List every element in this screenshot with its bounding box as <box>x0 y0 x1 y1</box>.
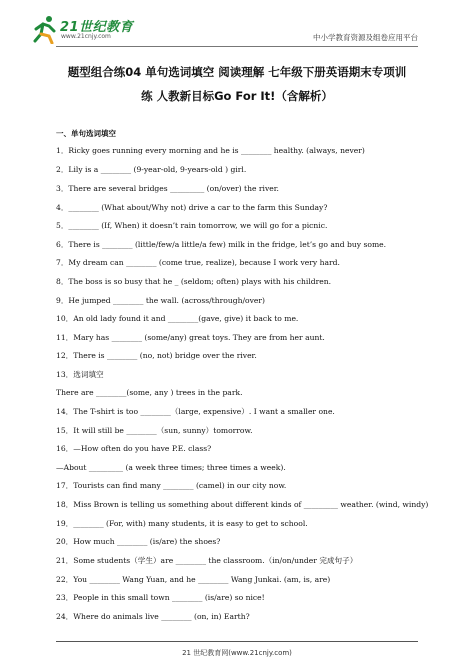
question-line: 10．An old lady found it and ________(gave, give) it back to me. <box>56 314 299 323</box>
question-line: There are ________(some, any ) trees in the park. <box>56 388 243 397</box>
question-line: 14．The T-shirt is too ________（large, expensive）. I want a smaller one. <box>56 407 335 416</box>
document-title-line-1: 题型组合练04 单句选词填空 阅读理解 七年级下册英语期末专项训 <box>67 65 407 79</box>
page-header <box>0 0 474 50</box>
question-line: —About _________ (a week three times; three times a week). <box>56 463 286 472</box>
section-heading: 一、单句选词填空 <box>56 129 116 138</box>
site-logo[interactable] <box>30 14 150 44</box>
question-line: 17．Tourists can find many ________ (camel) in our city now. <box>56 481 287 490</box>
question-line: 23．People in this small town ________ (is/are) so nice! <box>56 593 265 602</box>
question-line: 19．________ (For, with) many students, it is easy to get to school. <box>56 519 308 528</box>
logo-text: 21世纪教育 <box>60 20 134 35</box>
header-tagline: 中小学教育资源及组卷应用平台 <box>313 33 418 42</box>
question-line: 15．It will still be ________（sun, sunny）tomorrow. <box>56 426 253 435</box>
header-divider <box>56 46 418 47</box>
question-line: 5．________ (If, When) it doesn’t rain tomorrow, we will go for a picnic. <box>56 221 328 230</box>
question-line: 7．My dream can ________ (come true, realize), because I work very hard. <box>56 258 340 267</box>
question-line: 1．Ricky goes running every morning and he is ________ healthy. (always, never) <box>56 146 365 155</box>
page-footer[interactable]: 21 世纪教育网(www.21cnjy.com) <box>182 649 292 657</box>
question-line: 16．—How often do you have P.E. class? <box>56 444 212 453</box>
question-line: 24．Where do animals live ________ (on, in) Earth? <box>56 612 250 621</box>
logo-url: www.21cnjy.com <box>61 33 111 40</box>
question-line: 4．________ (What about/Why not) drive a car to the farm this Sunday? <box>56 203 328 212</box>
question-line: 9．He jumped ________ the wall. (across/through/over) <box>56 296 265 305</box>
question-line: 18．Miss Brown is telling us something about different kinds of _________ weather. (wind, windy) <box>56 500 429 509</box>
question-line: 11．Mary has ________ (some/any) great toys. They are from her aunt. <box>56 333 325 342</box>
footer-divider <box>56 641 418 642</box>
question-line: 12．There is ________ (no, not) bridge over the river. <box>56 351 257 360</box>
question-line: 6．There is ________ (little/few/a little/a few) milk in the fridge, let’s go and buy some. <box>56 240 387 249</box>
question-line: 3．There are several bridges _________ (on/over) the river. <box>56 184 279 193</box>
question-line: 22．You ________ Wang Yuan, and he ________ Wang Junkai. (am, is, are) <box>56 575 331 584</box>
document-title-line-2: 练 人教新目标Go For It!（含解析） <box>141 89 333 103</box>
question-line: 2．Lily is a ________ (9-year-old, 9-years-old ) girl. <box>56 165 247 174</box>
question-line: 20．How much ________ (is/are) the shoes? <box>56 537 221 546</box>
question-line: 13．选词填空 <box>56 370 104 379</box>
question-line: 21．Some students（学生）are ________ the classroom.（in/on/under 完成句子） <box>56 556 358 565</box>
question-line: 8．The boss is so busy that he _ (seldom; often) plays with his children. <box>56 277 332 286</box>
runner-logo-icon <box>30 14 60 44</box>
